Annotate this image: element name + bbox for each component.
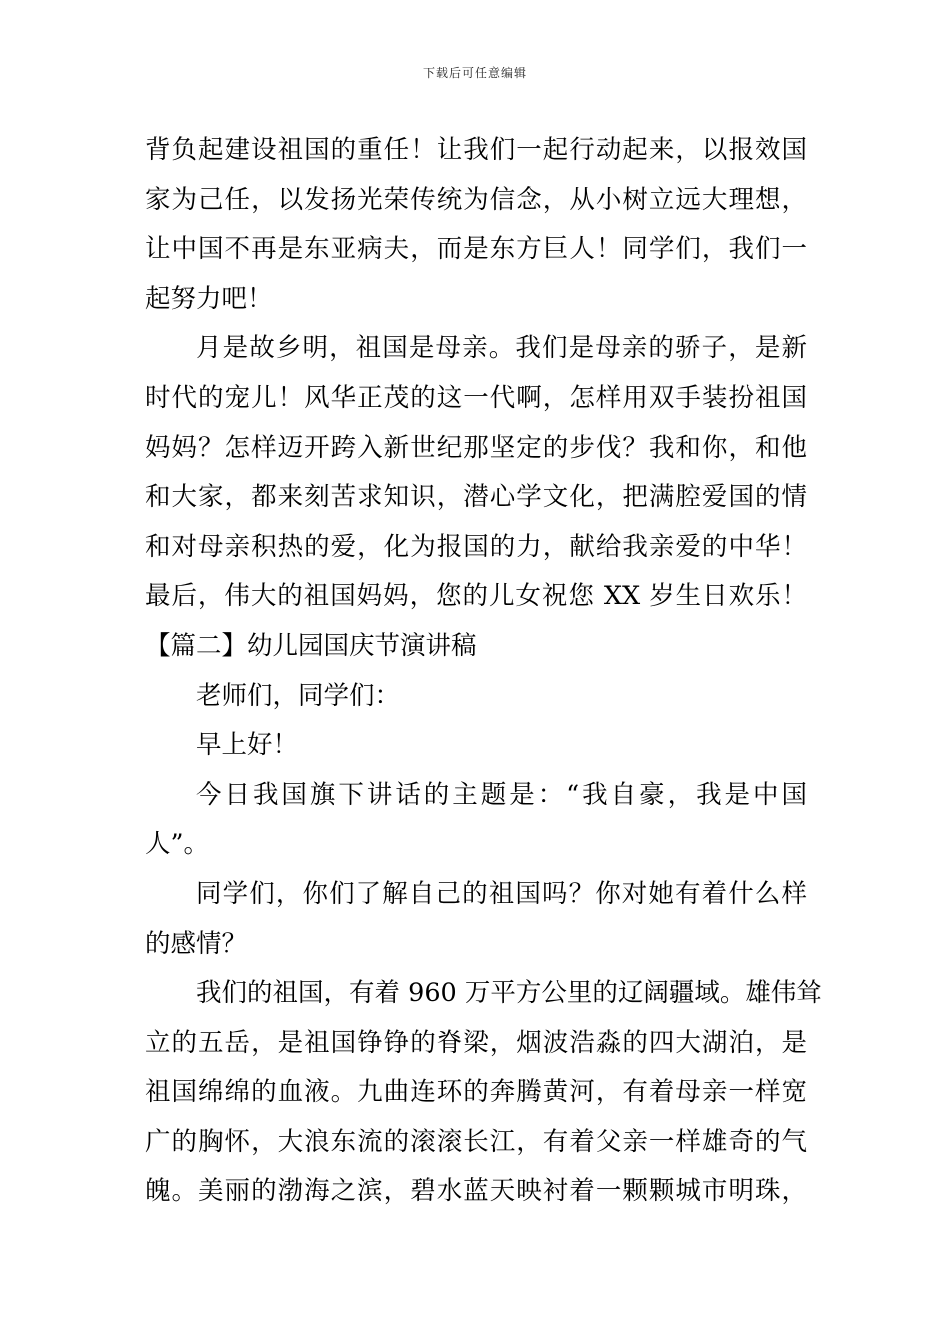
text-line: 妈妈？怎样迈开跨入新世纪那坚定的步伐？我和你，和他 xyxy=(145,432,807,463)
text-line: 早上好！ xyxy=(196,730,299,761)
page-header: 下载后可任意编辑 xyxy=(422,66,527,80)
text-line: 家为己任，以发扬光荣传统为信念，从小树立远大理想， xyxy=(145,184,807,215)
text-line: 和对母亲积热的爱，化为报国的力，献给我亲爱的中华！ xyxy=(145,531,807,562)
text-line: 广的胸怀，大浪东流的滚滚长江，有着父亲一样雄奇的气 xyxy=(145,1126,807,1157)
text-line: 立的五岳，是祖国铮铮的脊梁，烟波浩淼的四大湖泊，是 xyxy=(145,1027,807,1058)
section-heading: 【篇二】幼儿园国庆节演讲稿 xyxy=(145,630,477,661)
text-line: 今日我国旗下讲话的主题是：“我自豪，我是中国 xyxy=(196,779,807,810)
text-line: 月是故乡明，祖国是母亲。我们是母亲的骄子，是新 xyxy=(196,333,807,364)
text-line: 时代的宠儿！风华正茂的这一代啊，怎样用双手装扮祖国 xyxy=(145,382,807,413)
text-line: 让中国不再是东亚病夫，而是东方巨人！同学们，我们一 xyxy=(145,234,807,265)
text-line: 同学们，你们了解自己的祖国吗？你对她有着什么样 xyxy=(196,878,807,909)
text-line: 背负起建设祖国的重任！让我们一起行动起来，以报效国 xyxy=(145,135,807,165)
text-line: 我们的祖国，有着 960 万平方公里的辽阔疆域。雄伟耸 xyxy=(196,978,822,1009)
text-line: 祖国绵绵的血液。九曲连环的奔腾黄河，有着母亲一样宽 xyxy=(145,1077,807,1108)
text-line: 起努力吧！ xyxy=(145,283,273,314)
text-line: 的感情？ xyxy=(145,928,248,959)
text-line: 人”。 xyxy=(145,829,210,860)
text-line: 最后，伟大的祖国妈妈，您的儿女祝您 XX 岁生日欢乐！ xyxy=(145,581,807,612)
document-body xyxy=(145,126,822,1217)
text-line: 魄。美丽的渤海之滨，碧水蓝天映衬着一颗颗城市明珠， xyxy=(145,1176,807,1207)
text-line: 老师们，同学们： xyxy=(196,680,401,711)
text-line: 和大家，都来刻苦求知识，潜心学文化，把满腔爱国的情 xyxy=(145,482,807,513)
